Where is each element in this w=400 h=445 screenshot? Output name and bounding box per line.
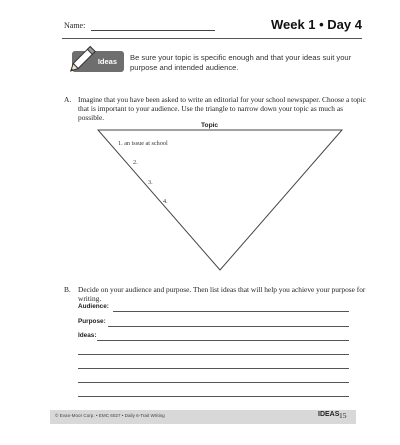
- ideas-label: Ideas:: [78, 332, 97, 339]
- triangle-item-2[interactable]: 2.: [133, 159, 138, 166]
- ideas-line[interactable]: [97, 340, 349, 341]
- triangle-item-3[interactable]: 3.: [148, 179, 153, 186]
- ideas-badge-label: Ideas: [97, 57, 117, 66]
- name-label: Name:: [64, 21, 86, 30]
- section-a-instructions: Imagine that you have been asked to write an editorial for your school newspaper. Choose a topic that is important to your audience. Use the triangle to narrow down your topic as much as possible.: [78, 95, 366, 122]
- page-number: 15: [339, 411, 347, 420]
- triangle-item-1[interactable]: 1. an issue at school: [118, 140, 168, 147]
- section-b-letter: B.: [64, 285, 71, 294]
- ideas-line[interactable]: [78, 382, 349, 383]
- section-a-letter: A.: [64, 95, 72, 104]
- audience-label: Audience:: [78, 303, 109, 310]
- name-line[interactable]: [91, 30, 215, 31]
- audience-line[interactable]: [113, 311, 349, 312]
- triangle-item-4[interactable]: 4.: [163, 198, 168, 205]
- ideas-line[interactable]: [78, 354, 349, 355]
- ideas-line[interactable]: [78, 396, 349, 397]
- ideas-line[interactable]: [78, 368, 349, 369]
- footer-section-label: IDEAS: [318, 411, 340, 418]
- tip-text: Be sure your topic is specific enough and that your ideas suit your purpose and intended audience.: [130, 53, 352, 72]
- section-b-instructions: Decide on your audience and purpose. Then list ideas that will help you achieve your purpose for writing.: [78, 285, 366, 303]
- page-title: Week 1 • Day 4: [270, 17, 362, 32]
- footer-credit: © Evan-Moor Corp. • EMC 6027 • Daily 6-Trait Writing: [55, 413, 165, 418]
- pencil-icon: [61, 40, 101, 80]
- purpose-label: Purpose:: [78, 318, 106, 325]
- purpose-line[interactable]: [108, 326, 349, 327]
- topic-label: Topic: [201, 122, 219, 129]
- header-divider: [62, 38, 362, 39]
